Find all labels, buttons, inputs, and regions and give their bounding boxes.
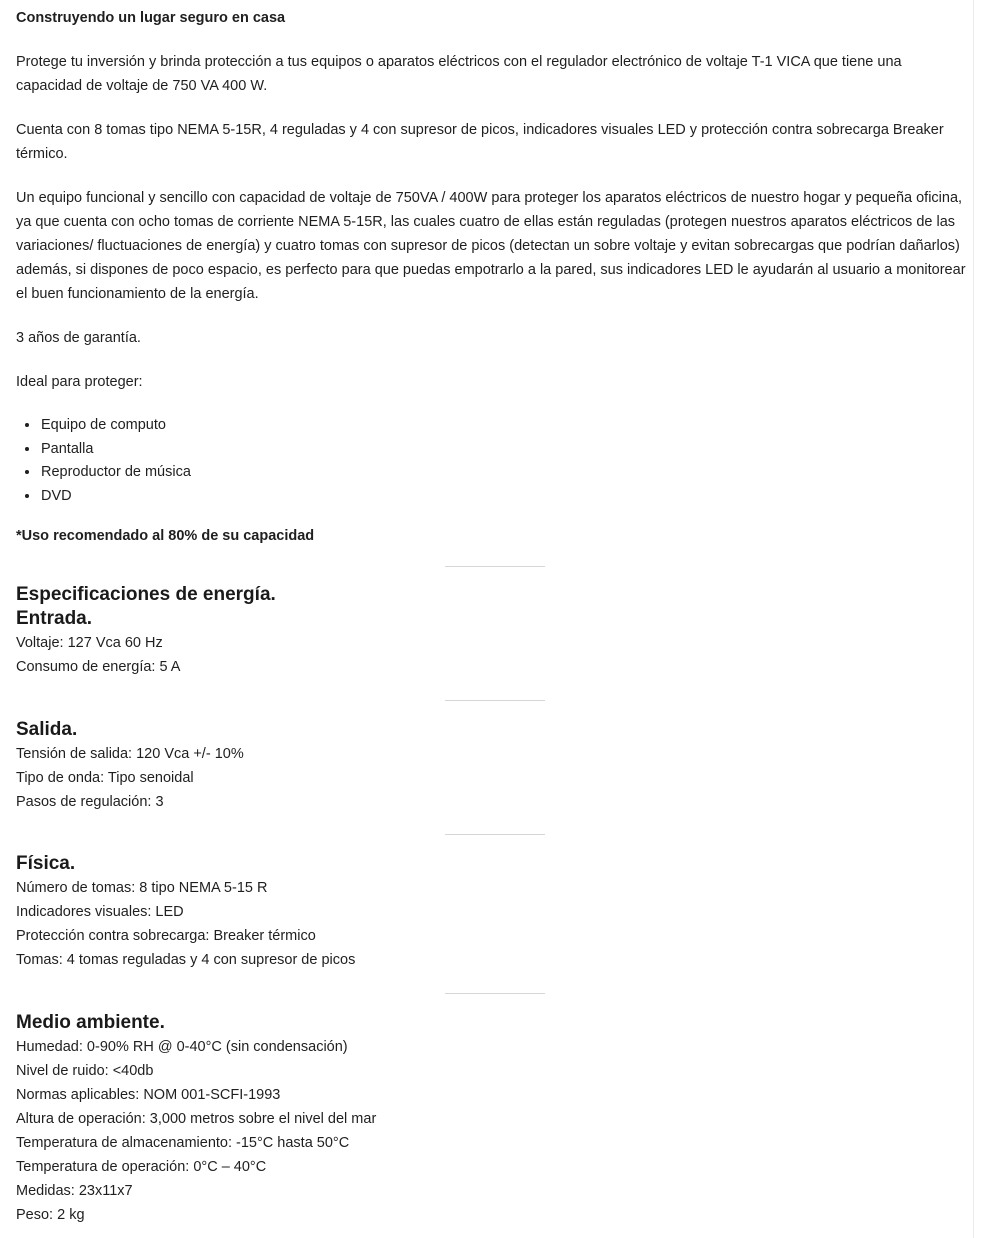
spec-line: Temperatura de operación: 0°C – 40°C xyxy=(16,1159,267,1175)
divider xyxy=(445,566,545,567)
section-title-salida: Salida. xyxy=(16,719,78,740)
divider xyxy=(445,993,545,994)
spec-line: Normas aplicables: NOM 001-SCFI-1993 xyxy=(16,1087,281,1103)
spec-line: Voltaje: 127 Vca 60 Hz xyxy=(16,635,163,651)
spec-line: Tipo de onda: Tipo senoidal xyxy=(16,770,194,786)
section-title-entrada: Entrada. xyxy=(16,608,93,629)
spec-line: Número de tomas: 8 tipo NEMA 5-15 R xyxy=(16,880,268,896)
spec-line: Protección contra sobrecarga: Breaker térmico xyxy=(16,928,316,944)
divider xyxy=(445,834,545,835)
spec-line: Medidas: 23x11x7 xyxy=(16,1183,133,1199)
warranty-text: 3 años de garantía. xyxy=(16,330,141,346)
spec-line: Temperatura de almacenamiento: -15°C hasta 50°C xyxy=(16,1135,350,1151)
intro-title: Construyendo un lugar seguro en casa xyxy=(16,10,286,26)
spec-line: Consumo de energía: 5 A xyxy=(16,659,181,675)
divider xyxy=(445,700,545,701)
section-title-fisica: Física. xyxy=(16,853,76,874)
spec-line: Humedad: 0-90% RH @ 0-40°C (sin condensación) xyxy=(16,1039,348,1055)
product-description xyxy=(16,6,971,1227)
ideal-for-label: Ideal para proteger: xyxy=(16,374,143,390)
list-item: • Pantalla xyxy=(40,438,971,462)
spec-line: Nivel de ruido: <40db xyxy=(16,1063,154,1079)
spec-line: Pasos de regulación: 3 xyxy=(16,794,164,810)
usage-note: *Uso recomendado al 80% de su capacidad xyxy=(16,528,315,544)
specs-title: Especificaciones de energía. xyxy=(16,584,276,605)
section-title-ambiente: Medio ambiente. xyxy=(16,1012,165,1033)
spec-line: Peso: 2 kg xyxy=(16,1207,85,1223)
intro-paragraph: Protege tu inversión y brinda protección a tus equipos o aparatos eléctricos con el regulador electrónico de voltaje T-1 VICA que tiene una capacidad de voltaje de 750 VA 400 W. xyxy=(16,54,902,94)
spec-line: Indicadores visuales: LED xyxy=(16,904,184,920)
intro-paragraph: Un equipo funcional y sencillo con capacidad de voltaje de 750VA / 400W para proteger los aparatos eléctricos de nuestro hogar y pequeña oficina, ya que cuenta con ocho tomas de corriente NEMA 5-15R, las cuales cuatro de ellas están reguladas (protegen nuestros aparatos eléctricos de las variaciones/ fluctuaciones de energía) y cuatro tomas con supresor de picos (detectan un sobre voltaje y evitan sobrecargas que podrían dañarlos) además, si dispones de poco espacio, es perfecto para que puedas empotrarlo a la pared, sus indicadores LED le ayudarán al usuario a monitorear el buen funcionamiento de la energía. xyxy=(16,190,966,302)
list-item: • Equipo de computo xyxy=(40,414,971,438)
spec-line: Tensión de salida: 120 Vca +/- 10% xyxy=(16,746,244,762)
list-item: • DVD xyxy=(40,485,971,509)
spec-line: Altura de operación: 3,000 metros sobre el nivel del mar xyxy=(16,1111,377,1127)
spec-line: Tomas: 4 tomas reguladas y 4 con supresor de picos xyxy=(16,952,356,968)
ideal-for-list xyxy=(16,414,971,508)
intro-paragraph: Cuenta con 8 tomas tipo NEMA 5-15R, 4 reguladas y 4 con supresor de picos, indicadores visuales LED y protección contra sobrecarga Breaker térmico. xyxy=(16,122,944,162)
list-item: • Reproductor de música xyxy=(40,461,971,485)
